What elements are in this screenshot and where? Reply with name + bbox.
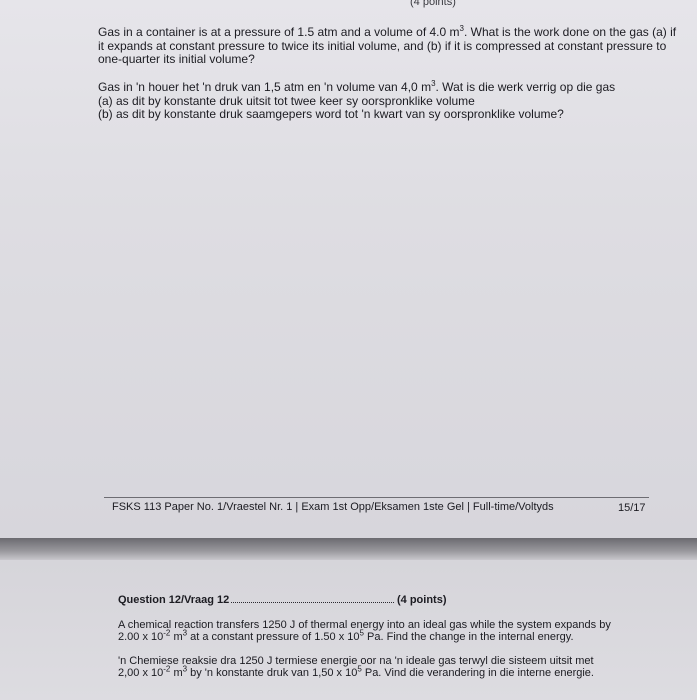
dotted-leader [231,602,394,603]
afrikaans-item-b: (b) as dit by konstante druk saamgepers word tot 'n kwart van sy oorspronklike volume? [98,107,564,121]
footer-divider [104,497,649,498]
question-english: Gas in a container is at a pressure of 1.5 atm and a volume of 4.0 $m^3$. What is the work done on the gas (a) if it expands at constant pressure to twice its initial volume, and (b) if it is compressed at constant pressure to one-quarter its initial volume? [98,24,677,66]
question-12-english: A chemical reaction transfers 1250 J of thermal energy into an ideal gas while the system expands by 2.00 x $10^{-2}$ $m^3$ at a constant pressure of 1.50 x $10^5$ Pa. Find the change in the internal energy. [118,619,611,643]
question-12-heading: Question 12/Vraag 12 [118,594,230,606]
question-12-points: (4 points) [397,594,447,606]
cut-off-points-label [410,0,470,4]
afrikaans-item-a: (a) as dit by konstante druk uitsit tot twee keer sy oorspronklike volume [98,93,475,108]
page-gap-shadow [0,538,697,560]
question-afrikaans [98,81,658,122]
question-12-afrikaans: 'n Chemiese reaksie dra 1250 J termiese energie oor na 'n ideale gas terwyl die sisteem uitsit met 2,00 x $10^{-2}$ $m^3$ by 'n konstante druk van 1,50 x $10^5$ Pa. Vind die verandering in die interne energie. [118,655,594,679]
afrikaans-intro: Gas in 'n houer het 'n druk van 1,5 atm en 'n volume van 4,0 $m^3$. Wat is die werk verrig op die gas [98,79,616,94]
footer-page-number: 15/17 [618,502,646,514]
footer-course-info: FSKS 113 Paper No. 1/Vraestel Nr. 1 | Exam 1st Opp/Eksamen 1ste Gel | Full-time/Voltyds [112,501,554,513]
